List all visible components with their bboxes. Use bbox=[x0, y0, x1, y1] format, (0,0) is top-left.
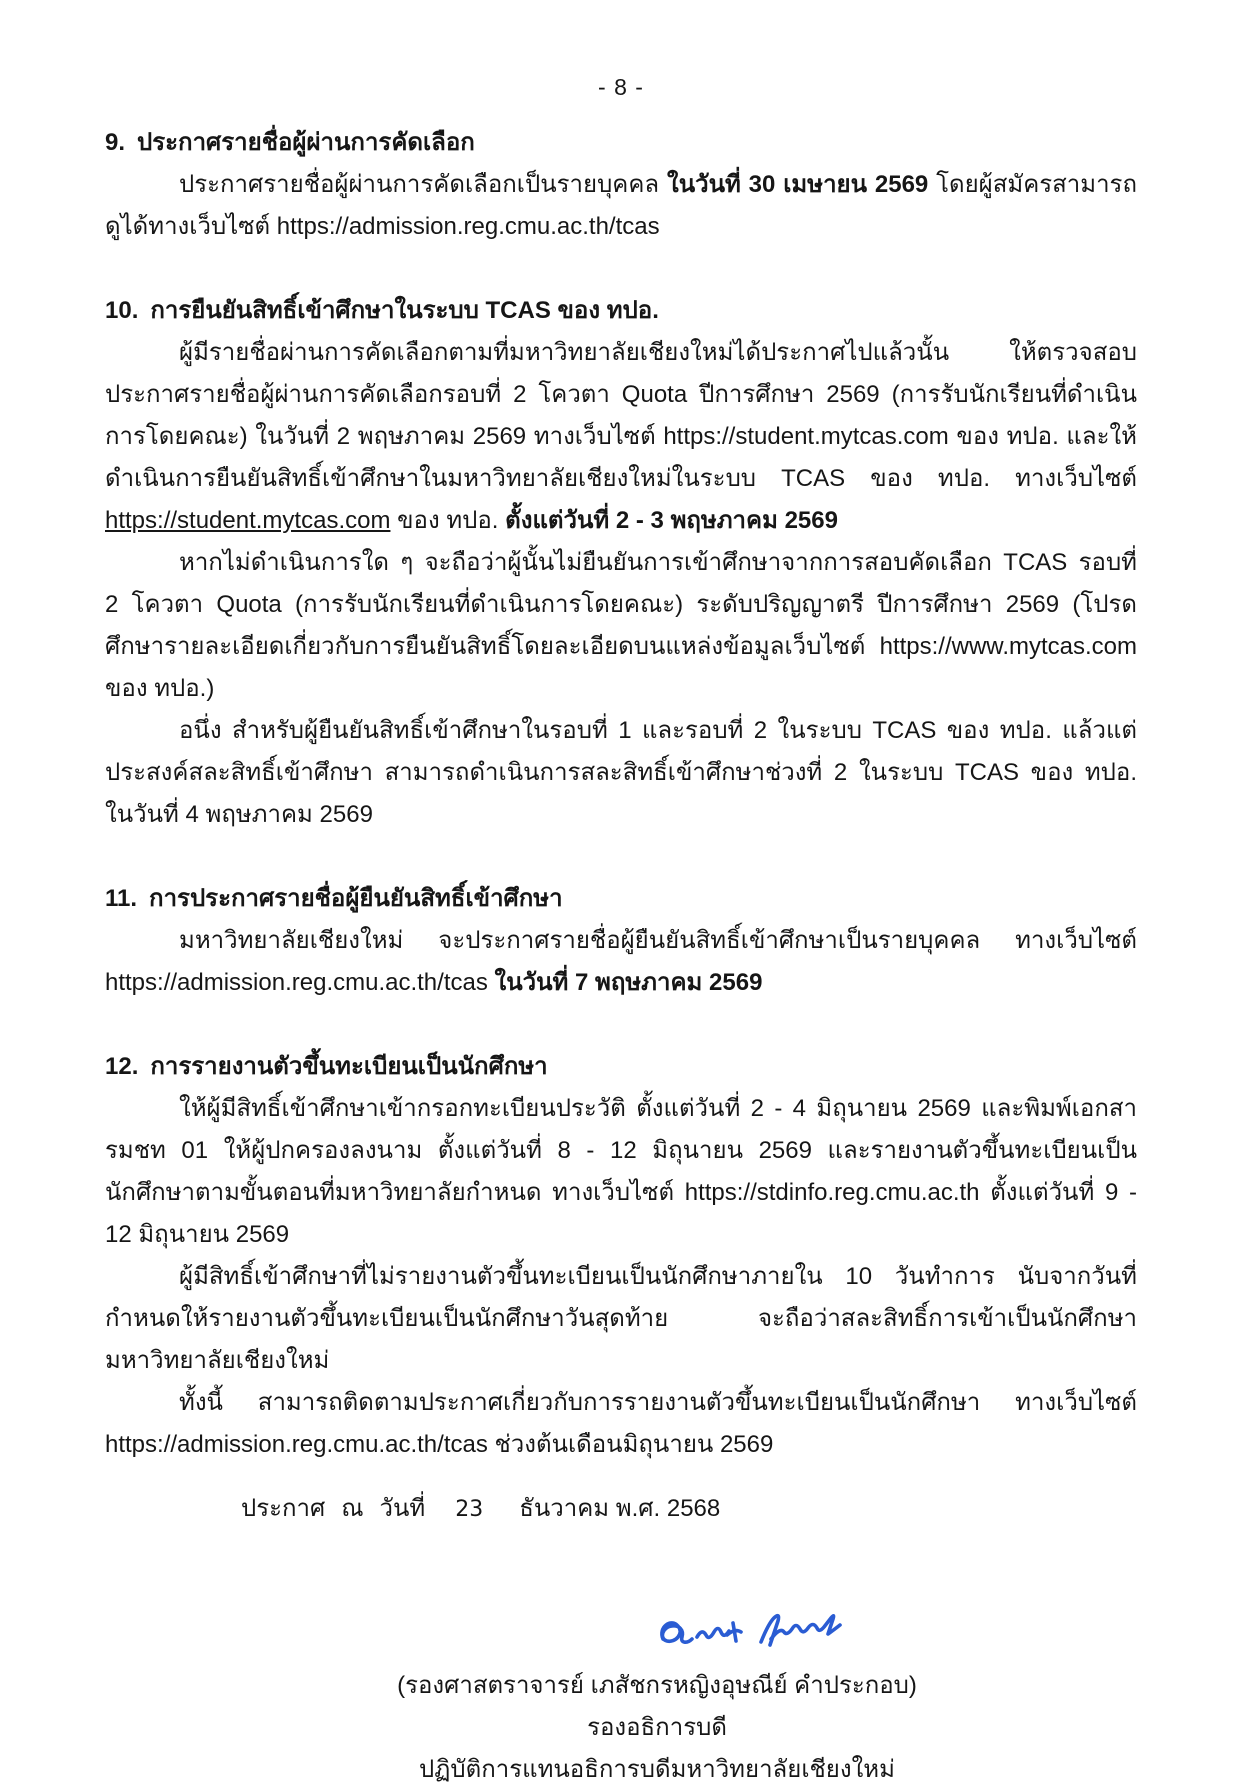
section bbox=[105, 290, 1137, 836]
text-run: ทั้งนี้ สามารถติดตามประกาศเกี่ยวกับการรายงานตัวขึ้นทะเบียนเป็นนักศึกษา ทางเว็บไซต์ https://admission.reg.cmu.ac.th/tcas ช่วงต้นเดือนมิถุนายน 2569 bbox=[105, 1389, 1137, 1458]
signature-ink-icon bbox=[649, 1609, 849, 1659]
text-run: หากไม่ดำเนินการใด ๆ จะถือว่าผู้นั้นไม่ยืนยันการเข้าศึกษาจากการสอบคัดเลือก TCAS รอบที่ 2 โควตา Quota (การรับนักเรียนที่ดำเนินการโดยคณะ) ระดับปริญญาตรี ปีการศึกษา 2569 (โปรดศึกษารายละเอียดเกี่ยวกับการยืนยันสิทธิ์โดยละเอียดบนแหล่งข้อมูลเว็บไซต์ https://www.mytcas.com ของ ทปอ.) bbox=[105, 549, 1137, 702]
text-run: โดยผู้สมัครสามารถดูได้ทางเว็บไซต์ https://admission.reg.cmu.ac.th/tcas bbox=[105, 171, 1137, 240]
underlined-url: https://student.mytcas.com bbox=[105, 507, 391, 534]
section bbox=[105, 122, 1137, 248]
issued-word-date: วันที่ bbox=[379, 1495, 426, 1522]
issued-month-year: ธันวาคม พ.ศ. 2568 bbox=[519, 1495, 721, 1522]
section-heading bbox=[105, 878, 1137, 920]
section-number: 11. bbox=[105, 885, 138, 912]
paragraph bbox=[105, 542, 1137, 710]
section-heading bbox=[105, 290, 1137, 332]
issued-word-at: ณ bbox=[341, 1495, 364, 1522]
text-run: อนึ่ง สำหรับผู้ยืนยันสิทธิ์เข้าศึกษาในรอบที่ 1 และรอบที่ 2 ในระบบ TCAS ของ ทปอ. แล้วแต่ประสงค์สละสิทธิ์เข้าศึกษา สามารถดำเนินการสละสิทธิ์เข้าศึกษาช่วงที่ 2 ในระบบ TCAS ของ ทปอ. ในวันที่ 4 พฤษภาคม 2569 bbox=[105, 717, 1137, 828]
section bbox=[105, 1046, 1137, 1466]
section-title: ประกาศรายชื่อผู้ผ่านการคัดเลือก bbox=[137, 129, 475, 156]
page-number: - 8 - bbox=[598, 74, 644, 100]
text-run: ประกาศรายชื่อผู้ผ่านการคัดเลือกเป็นรายบุคคล bbox=[179, 171, 667, 198]
paragraph bbox=[105, 332, 1137, 542]
section-title: การรายงานตัวขึ้นทะเบียนเป็นนักศึกษา bbox=[150, 1053, 548, 1080]
section-number: 12. bbox=[105, 1053, 139, 1080]
signer-on-behalf: ปฏิบัติการแทนอธิการบดีมหาวิทยาลัยเชียงใหม่ bbox=[419, 1756, 895, 1783]
document-content bbox=[105, 72, 1137, 1791]
paragraph bbox=[105, 1088, 1137, 1256]
section bbox=[105, 878, 1137, 1004]
text-run: มหาวิทยาลัยเชียงใหม่ จะประกาศรายชื่อผู้ยืนยันสิทธิ์เข้าศึกษาเป็นรายบุคคล ทางเว็บไซต์ https://admission.reg.cmu.ac.th/tcas bbox=[105, 927, 1137, 996]
section-title: การยืนยันสิทธิ์เข้าศึกษาในระบบ TCAS ของ ทปอ. bbox=[150, 297, 659, 324]
issued-day: 23 bbox=[455, 1497, 484, 1522]
text-run: ผู้มีสิทธิ์เข้าศึกษาที่ไม่รายงานตัวขึ้นทะเบียนเป็นนักศึกษาภายใน 10 วันทำการ นับจากวันที่กำหนดให้รายงานตัวขึ้นทะเบียนเป็นนักศึกษาวันสุดท้าย จะถือว่าสละสิทธิ์การเข้าเป็นนักศึกษามหาวิทยาลัยเชียงใหม่ bbox=[105, 1263, 1137, 1374]
text-run: ผู้มีรายชื่อผ่านการคัดเลือกตามที่มหาวิทยาลัยเชียงใหม่ได้ประกาศไปแล้วนั้น ให้ตรวจสอบประกาศรายชื่อผู้ผ่านการคัดเลือกรอบที่ 2 โควตา Quota ปีการศึกษา 2569 (การรับนักเรียนที่ดำเนินการโดยคณะ) ในวันที่ 2 พฤษภาคม 2569 ทางเว็บไซต์ https://student.mytcas.com ของ ทปอ. และให้ดำเนินการยืนยันสิทธิ์เข้าศึกษาในมหาวิทยาลัยเชียงใหม่ในระบบ TCAS ของ ทปอ. ทางเว็บไซต์ bbox=[105, 339, 1137, 492]
issued-date-line bbox=[105, 1488, 1137, 1531]
section-number: 10. bbox=[105, 297, 139, 324]
signer-title: รองอธิการบดี bbox=[587, 1714, 727, 1741]
paragraph bbox=[105, 1256, 1137, 1382]
text-run: ของ ทปอ. bbox=[390, 507, 506, 534]
document-sections bbox=[105, 122, 1137, 1466]
paragraph bbox=[105, 710, 1137, 836]
signer-name: (รองศาสตราจารย์ เภสัชกรหญิงอุษณีย์ คำประกอบ) bbox=[397, 1672, 917, 1699]
paragraph bbox=[105, 920, 1137, 1004]
bold-date-text: ตั้งแต่วันที่ 2 - 3 พฤษภาคม 2569 bbox=[505, 507, 838, 534]
bold-date-text: ในวันที่ 7 พฤษภาคม 2569 bbox=[494, 969, 763, 996]
paragraph bbox=[105, 1382, 1137, 1466]
text-run: ให้ผู้มีสิทธิ์เข้าศึกษาเข้ากรอกทะเบียนประวัติ ตั้งแต่วันที่ 2 - 4 มิถุนายน 2569 และพิมพ์เอกสารมชท 01 ให้ผู้ปกครองลงนาม ตั้งแต่วันที่ 8 - 12 มิถุนายน 2569 และรายงานตัวขึ้นทะเบียนเป็นนักศึกษาตามขั้นตอนที่มหาวิทยาลัยกำหนด ทางเว็บไซต์ https://stdinfo.reg.cmu.ac.th ตั้งแต่วันที่ 9 - 12 มิถุนายน 2569 bbox=[105, 1095, 1137, 1248]
issued-word-announce: ประกาศ bbox=[241, 1495, 326, 1522]
paragraph bbox=[105, 164, 1137, 248]
bold-date-text: ในวันที่ 30 เมษายน 2569 bbox=[666, 171, 929, 198]
signature-block bbox=[337, 1609, 977, 1791]
section-heading bbox=[105, 1046, 1137, 1088]
section-title: การประกาศรายชื่อผู้ยืนยันสิทธิ์เข้าศึกษา bbox=[149, 885, 563, 912]
section-number: 9. bbox=[105, 129, 126, 156]
section-heading bbox=[105, 122, 1137, 164]
